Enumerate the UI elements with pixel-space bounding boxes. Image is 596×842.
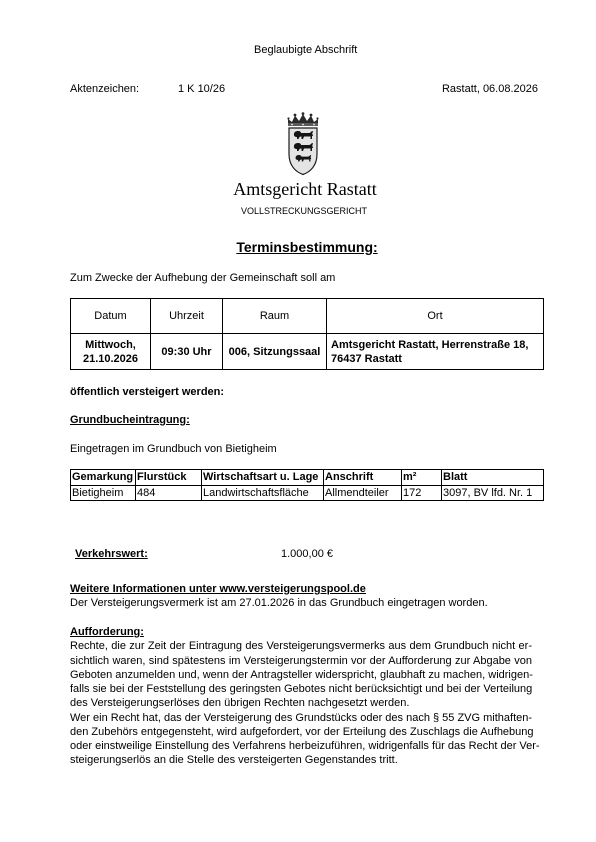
market-value: 1.000,00 €: [281, 548, 333, 560]
cell-date: [71, 334, 151, 370]
cell-address: [324, 486, 402, 501]
land-register-text: Eingetragen im Grundbuch von Bietigheim: [70, 443, 277, 455]
cell-land-use: [202, 486, 324, 501]
appointment-table: [70, 298, 544, 370]
request-paragraph-2-line: Wer ein Recht hat, das der Versteigerung des Grundstücks oder des nach § 55 ZVG mithaften-: [70, 712, 533, 724]
header-label: Raum: [259, 310, 290, 322]
location-city: 76437 Rastatt: [331, 352, 402, 365]
more-info-label: Weitere Informationen unter: [70, 583, 217, 595]
request-paragraph-1-line: sichtlich waren, sind spätestens im Versteigerungstermin vor der Aufforderung zur Abgabe von: [70, 655, 532, 667]
header-cell-location: [327, 299, 544, 334]
header-label: Anschrift: [325, 471, 374, 483]
header-cell-address: [324, 470, 402, 486]
cell-value: 484: [137, 486, 156, 499]
place-date: Rastatt, 06.08.2026: [441, 83, 538, 95]
header-label: Wirtschaftsart u. Lage: [203, 471, 319, 483]
file-reference: 1 K 10/26: [178, 83, 226, 95]
header-label: Gemarkung: [72, 471, 134, 483]
cell-district: [71, 486, 136, 501]
table-row: [71, 486, 544, 501]
land-register-heading: Grundbucheintragung:: [70, 414, 190, 426]
crown-icon: [287, 112, 318, 126]
header-cell-area: [402, 470, 442, 486]
cell-parcel: [136, 486, 202, 501]
time-value: 09:30 Uhr: [161, 345, 212, 358]
request-paragraph-2-line: steigerungserlös an die Stelle des versteigerten Gegenstandes tritt.: [70, 754, 398, 766]
table-row: [71, 334, 544, 370]
land-register-table: [70, 469, 544, 501]
certified-copy-label: Beglaubigte Abschrift: [254, 44, 358, 56]
header-cell-parcel: [136, 470, 202, 486]
request-paragraph-2-line: den Zubehörs entgegensteht, wird aufgefordert, vor der Erteilung des Zuschlags die Aufhebung: [70, 726, 534, 738]
table-header-row: [71, 470, 544, 486]
header-label: Blatt: [443, 471, 468, 483]
request-paragraph-1-line: des Versteigerungserlöses den übrigen Rechten nachgesetzt werden.: [70, 697, 410, 709]
header-label: Ort: [427, 310, 443, 322]
header-label: Flurstück: [137, 471, 187, 483]
header-label: Datum: [94, 310, 127, 322]
market-value-label: Verkehrswert:: [75, 548, 148, 560]
request-paragraph-2-line: oder einstweilige Einstellung des Verfahrens herbeizuführen, widrigenfalls für das Recht der Ver-: [70, 740, 540, 752]
cell-sheet: [442, 486, 544, 501]
request-paragraph-1-line: Rechte, die zur Zeit der Eintragung des Versteigerungsvermerks aus dem Grundbuch nicht er-: [70, 640, 532, 652]
request-paragraph-1-line: falls sie bei der Feststellung des geringsten Gebotes nicht berücksichtigt und bei der Verteilung: [70, 683, 533, 695]
request-paragraph-1-line: Geboten anzumelden und, wenn der Antragsteller widerspricht, glaubhaft zu machen, widrigen-: [70, 669, 533, 681]
header-label: Uhrzeit: [169, 310, 204, 322]
header-cell-room: [223, 299, 327, 334]
cell-location: [327, 334, 544, 370]
cell-value: Landwirtschaftsfläche: [203, 486, 309, 499]
coat-of-arms-icon: [283, 112, 323, 176]
location-street: Amtsgericht Rastatt, Herrenstraße 18,: [331, 338, 529, 351]
header-cell-date: [71, 299, 151, 334]
cell-value: 172: [403, 486, 422, 499]
header-cell-sheet: [442, 470, 544, 486]
intro-text: Zum Zwecke der Aufhebung der Gemeinschaft soll am: [70, 272, 336, 284]
header-cell-land-use: [202, 470, 324, 486]
registration-note: Der Versteigerungsvermerk ist am 27.01.2026 in das Grundbuch eingetragen worden.: [70, 597, 488, 609]
file-reference-label: Aktenzeichen:: [70, 83, 140, 95]
room-value: 006, Sitzungssaal: [228, 345, 321, 358]
cell-value: 3097, BV lfd. Nr. 1: [443, 486, 533, 499]
date-value: 21.10.2026: [82, 352, 139, 365]
court-name: Amtsgericht Rastatt: [233, 179, 377, 199]
cell-room: [223, 334, 327, 370]
header-cell-district: [71, 470, 136, 486]
cell-area: [402, 486, 442, 501]
table-header-row: [71, 299, 544, 334]
auction-statement: öffentlich versteigert werden:: [70, 386, 225, 398]
page-title: Terminsbestimmung:: [236, 239, 378, 255]
date-weekday: Mittwoch,: [85, 338, 136, 351]
court-division: VOLLSTRECKUNGSGERICHT: [240, 206, 368, 216]
more-info-line: [70, 582, 366, 596]
cell-value: Bietigheim: [72, 486, 124, 499]
more-info-link[interactable]: www.versteigerungspool.de: [219, 583, 366, 595]
cell-value: Allmendteiler: [325, 486, 389, 499]
header-cell-time: [151, 299, 223, 334]
cell-time: [151, 334, 223, 370]
header-label: m²: [403, 471, 417, 483]
request-heading: Aufforderung:: [70, 626, 144, 638]
